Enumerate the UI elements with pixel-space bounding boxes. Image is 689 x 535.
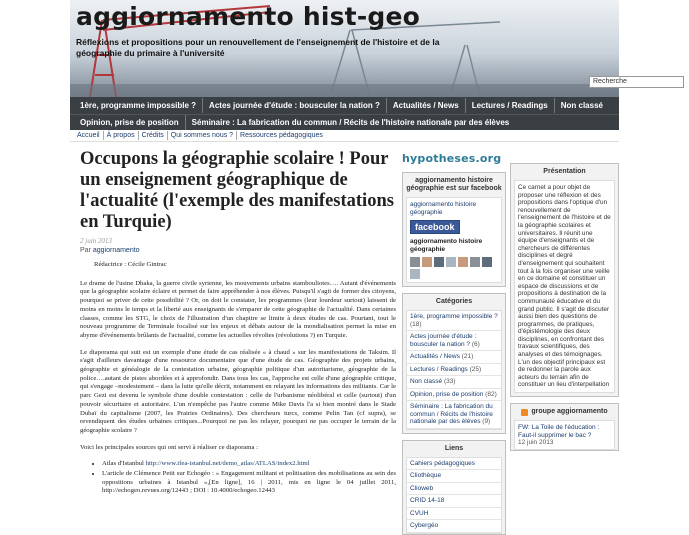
groupe-title[interactable]: groupe aggiornamento <box>531 408 608 416</box>
category-item[interactable] <box>407 351 501 364</box>
category-count: (9) <box>482 418 491 425</box>
post-paragraph: Le diaporama qui suit est un exemple d'une étude de cas réalisée « à chaud » sur les manifestations de Taksim. Il s'agit d'ailleurs davantage d'une ressource documentaire que d'une étude de cas. Géographie des projets urbains, géographie et généalogie de la contestation urbaine, géographie politique d'un autoritarisme, géographie de la police….autant de pistes abordées et à approfondir. Dans tous les cas, l'approche est celle d'une géographie critique, qui s'engage –modestement – dans la lutte qu'elle décrit, notamment en relayant les informations des militants. Car le parc Gezi est devenu le symbole d'une double contestation : celle de l'urbanisme néolibéral et celle (surtout) d'un pouvoir sécuritaire et autoritaire. L'un n'empêche pas l'autre comme Mike Davis l'a si bien montré dans le Stade Dubaï du capitalisme (2007, les Prairies Ordinaires). Des chercheurs turcs, comme Pelin Tan (cf supra), se revendiquent des études urbaines critiques...Pourquoi ne pas les relayer, pourquoi ne pas occuper le terrain de la géographie scolaire ? <box>80 348 396 434</box>
site-header <box>70 0 627 97</box>
fan-avatar-icon[interactable] <box>410 257 420 267</box>
blogroll-link[interactable]: Cahiers pédagogiques <box>407 458 501 471</box>
source-item <box>102 460 396 469</box>
hypotheses-logo[interactable]: hypotheses.org <box>402 152 502 165</box>
fan-avatar-icon[interactable] <box>446 257 456 267</box>
nav-item-premiere[interactable]: 1ère, programme impossible ? <box>74 98 203 113</box>
nav-item-seminaire[interactable]: Séminaire : La fabrication du commun / Récits de l'histoire nationale par des élèves <box>191 118 510 127</box>
category-count: (25) <box>469 365 482 373</box>
category-item[interactable] <box>407 311 501 331</box>
blogroll-link[interactable]: Clioweb <box>407 483 501 496</box>
page-link-accueil[interactable]: Accueil <box>74 131 104 140</box>
post <box>80 149 396 497</box>
groupe-title-row <box>511 404 618 420</box>
source-prefix: L'article de Clémence Petit sur Echogéo : « Engagement militant et politisation des mobilisations au sein des oppositions urbaines à Istanbul »,[En ligne], 16 | 2011, mis en ligne le 04 juillet 2011, http://echogeo.revues.org/12443 ; DOI : 10.4000/echogeo.12443 <box>102 470 396 495</box>
category-count: (6) <box>471 340 480 348</box>
sources-list <box>102 460 396 496</box>
post-date: 2 juin 2013 <box>80 237 112 245</box>
facebook-logo-icon[interactable]: facebook <box>410 220 460 234</box>
site-description: Réflexions et propositions pour un renouvellement de l'enseignement de l'histoire et de la géographie du primaire à l'université <box>76 37 440 58</box>
category-count: (82) <box>485 390 497 398</box>
search-input[interactable]: Recherche <box>589 76 684 88</box>
blogroll-link[interactable]: CVUH <box>407 508 501 521</box>
groupe-feed <box>514 420 615 450</box>
page-link-ressources[interactable]: Ressources pédagogiques <box>240 132 323 139</box>
groupe-widget <box>510 403 619 451</box>
page-link-a-propos[interactable]: À propos <box>104 131 139 140</box>
blogroll-link[interactable]: Cliothèque <box>407 470 501 483</box>
categories-list <box>406 310 502 430</box>
blogroll-link[interactable]: Cybergéo <box>407 520 501 533</box>
category-item[interactable] <box>407 376 501 389</box>
facebook-page-name[interactable]: aggiornamento histoire géographie <box>410 238 483 253</box>
blogroll-link[interactable]: CRID 14-18 <box>407 495 501 508</box>
fan-avatar-icon[interactable] <box>470 257 480 267</box>
category-label[interactable]: 1ère, programme impossible ? <box>410 313 498 320</box>
fan-avatar-icon[interactable] <box>410 269 420 279</box>
nav-item-opinion[interactable]: Opinion, prise de position <box>74 115 186 130</box>
presentation-widget <box>510 163 619 397</box>
fan-avatar-icon[interactable] <box>458 257 468 267</box>
source-item <box>102 470 396 496</box>
category-item[interactable] <box>407 364 501 377</box>
category-label[interactable]: Séminaire : La fabrication du commun / Récits de l'histoire nationale par des élèves <box>410 403 493 425</box>
categories-widget <box>402 293 506 434</box>
category-label[interactable]: Lectures / Readings <box>410 365 468 373</box>
facebook-widget-title: aggiornamento histoire géographie est sur facebook <box>406 177 502 192</box>
facebook-like-box <box>406 197 502 283</box>
post-author-link[interactable]: aggiornamento <box>92 247 140 254</box>
post-author-prefix: Par <box>80 247 91 254</box>
nav-item-actualites[interactable]: Actualités / News <box>387 98 466 113</box>
fan-avatar-icon[interactable] <box>482 257 492 267</box>
presentation-title: Présentation <box>543 168 586 175</box>
links-list <box>406 457 502 534</box>
facebook-page-link[interactable]: aggiornamento histoire géographie <box>410 201 477 216</box>
source-link[interactable]: http://www.ifea-istanbul.net/demo_atlas/ATLAS/index2.html <box>145 460 310 468</box>
main-nav-row-1 <box>70 97 619 114</box>
post-credit: Rédactrice : Cécile Gintrac <box>94 261 167 268</box>
presentation-text: Ce carnet a pour objet de proposer une réflexion et des propositions dans l'optique d'un renouvellement de l'enseignement de l'histoire et de la géographie scolaires et universitaires. Il réunit une équipe d'enseignants et de chercheurs de différentes disciplines et degré d'enseignement qui souhaitent tout à la fois organiser une veille en ce domaine et constituer un espace de discussions et de propositions à destination de la communauté éducative et du grand public. Il s'agit de discuter aussi bien des questions de programmes, de pratiques, d'épistémologie des deux disciplines, en confrontant des travaux scientifiques, des analyses et des témoignages. L'un des objectif principaux est de redonner la parole aux acteurs du terrain afin de constituer un lieu d'interpellation <box>514 180 615 393</box>
page-nav <box>70 130 619 142</box>
category-label[interactable]: Opinion, prise de position <box>410 390 484 398</box>
category-item[interactable] <box>407 331 501 351</box>
category-label[interactable]: Actualités / News <box>410 353 460 360</box>
sidebar-middle <box>402 152 506 535</box>
categories-title: Catégories <box>435 298 473 305</box>
main-nav-row-2 <box>70 114 619 130</box>
category-label[interactable]: Actes journée d'étude : bousculer la nation ? <box>410 333 477 348</box>
facebook-widget <box>402 172 506 287</box>
links-title: Liens <box>444 444 464 452</box>
site-title[interactable]: aggiornamento hist-geo <box>76 2 421 31</box>
post-paragraph: Le drame de l'usine Dhaka, la guerre civile syrienne, les mouvements urbains stambouliotes…. Autant d'événements que la géographie scolaire éclaire et permet de faire appréhender à nos élèves. Puisqu'il s'agit de former des citoyens, pourquoi se priver de cette possibilité ? Or, on doit le constater, les programmes (leur lourdeur surtout) laissent de moins en moins le temps et la liberté aux enseignants de s'emparer de cette géographie de l'actualité. Dans certaines classes, comme les STG, le choix de l'illustration d'un chapitre se limite à deux études de cas. Pourtant, tout le nouveau programme de Terminale focalisé sur les enjeux et débats autour de la mondialisation permet la mise en abyme d'événements brûlants de l'actualité, comme les actuelles révoltes (révolutions ?) en Turquie. <box>80 279 396 339</box>
post-title[interactable]: Occupons la géographie scolaire ! Pour un enseignement géographique de l'actualité (l'exemple des manifestations en Turquie) <box>80 149 394 232</box>
category-count: (21) <box>461 353 474 360</box>
category-item[interactable] <box>407 389 501 402</box>
category-label[interactable]: Non classé <box>410 378 443 385</box>
page-link-credits[interactable]: Crédits <box>139 131 168 140</box>
links-widget <box>402 440 506 535</box>
groupe-feed-date: 12 juin 2013 <box>518 439 554 447</box>
page-link-qui-sommes-nous[interactable]: Qui sommes nous ? <box>168 131 237 140</box>
post-author-line <box>80 247 396 254</box>
post-body <box>80 261 396 496</box>
post-paragraph: Voici les principales sources qui ont servi à réaliser ce diaporama : <box>80 443 258 451</box>
rss-icon[interactable] <box>521 409 528 416</box>
category-item[interactable] <box>407 401 501 429</box>
nav-item-actes[interactable]: Actes journée d'étude : bousculer la nation ? <box>203 98 387 113</box>
category-count: (18) <box>410 320 422 328</box>
fan-avatar-icon[interactable] <box>434 257 444 267</box>
fan-avatar-icon[interactable] <box>422 257 432 267</box>
sidebar-right <box>510 163 619 451</box>
source-prefix: Atlas d'Istanbul <box>102 460 144 468</box>
nav-item-non-classe[interactable]: Non classé <box>560 101 603 110</box>
facebook-fans <box>410 257 498 279</box>
groupe-feed-link[interactable]: FW: La Toile de l'éducation : Faut-il supprimer le bac ? <box>518 424 600 439</box>
nav-item-lectures[interactable]: Lectures / Readings <box>466 98 555 113</box>
category-count: (33) <box>443 378 456 385</box>
